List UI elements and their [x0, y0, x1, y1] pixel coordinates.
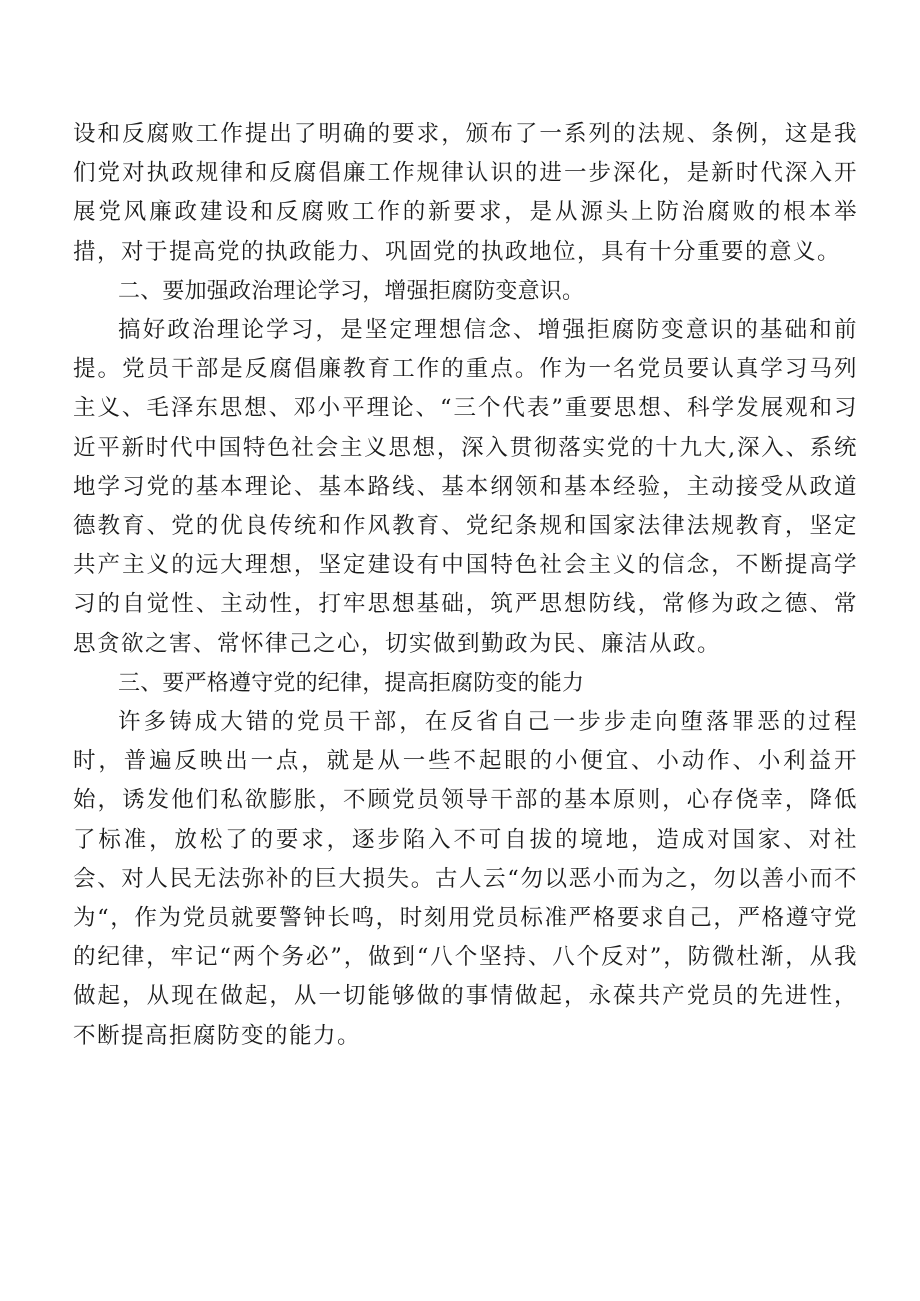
- paragraph-section-3: 许多铸成大错的党员干部，在反省自己一步步走向堕落罪恶的过程时，普遍反映出一点，就是从一些不起眼的小便宜、小动作、小利益开始，诱发他们私欲膨胀，不顾党员领导干部的基本原则，心存侥幸，降低了标准，放松了的要求，逐步陷入不可自拔的境地，造成对国家、对社会、对人民无法弥补的巨大损失。古人云“勿以恶小而为之，勿以善小而不为“，作为党员就要警钟长鸣，时刻用党员标准严格要求自己，严格遵守党的纪律，牢记“两个务必”，做到“八个坚持、八个反对”，防微杜渐，从我做起，从现在做起，从一切能够做的事情做起，永葆共产党员的先进性，不断提高拒腐防变的能力。: [73, 709, 858, 1049]
- section-heading-2: 二、要加强政治理论学习，增强拒腐防变意识。: [118, 278, 585, 304]
- section-heading-3: 三、要严格遵守党的纪律，提高拒腐防变的能力: [118, 670, 585, 696]
- paragraph-section-2: 搞好政治理论学习，是坚定理想信念、增强拒腐防变意识的基础和前提。党员干部是反腐倡廉教育工作的重点。作为一名党员要认真学习马列主义、毛泽东思想、邓小平理论、“三个代表”重要思想、科学发展观和习近平新时代中国特色社会主义思想，深入贯彻落实党的十九大,深入、系统地学习党的基本理论、基本路线、基本纲领和基本经验，主动接受从政道德教育、党的优良传统和作风教育、党纪条规和国家法律法规教育，坚定共产主义的远大理想，坚定建设有中国特色社会主义的信念，不断提高学习的自觉性、主动性，打牢思想基础，筑严思想防线，常修为政之德、常思贪欲之害、常怀律己之心，切实做到勤政为民、廉洁从政。: [73, 317, 858, 657]
- document-body: [73, 115, 858, 1056]
- paragraph-intro-continuation: 设和反腐败工作提出了明确的要求，颁布了一系列的法规、条例，这是我们党对执政规律和反腐倡廉工作规律认识的进一步深化，是新时代深入开展党风廉政建设和反腐败工作的新要求，是从源头上防治腐败的根本举措，对于提高党的执政能力、巩固党的执政地位，具有十分重要的意义。: [73, 121, 858, 265]
